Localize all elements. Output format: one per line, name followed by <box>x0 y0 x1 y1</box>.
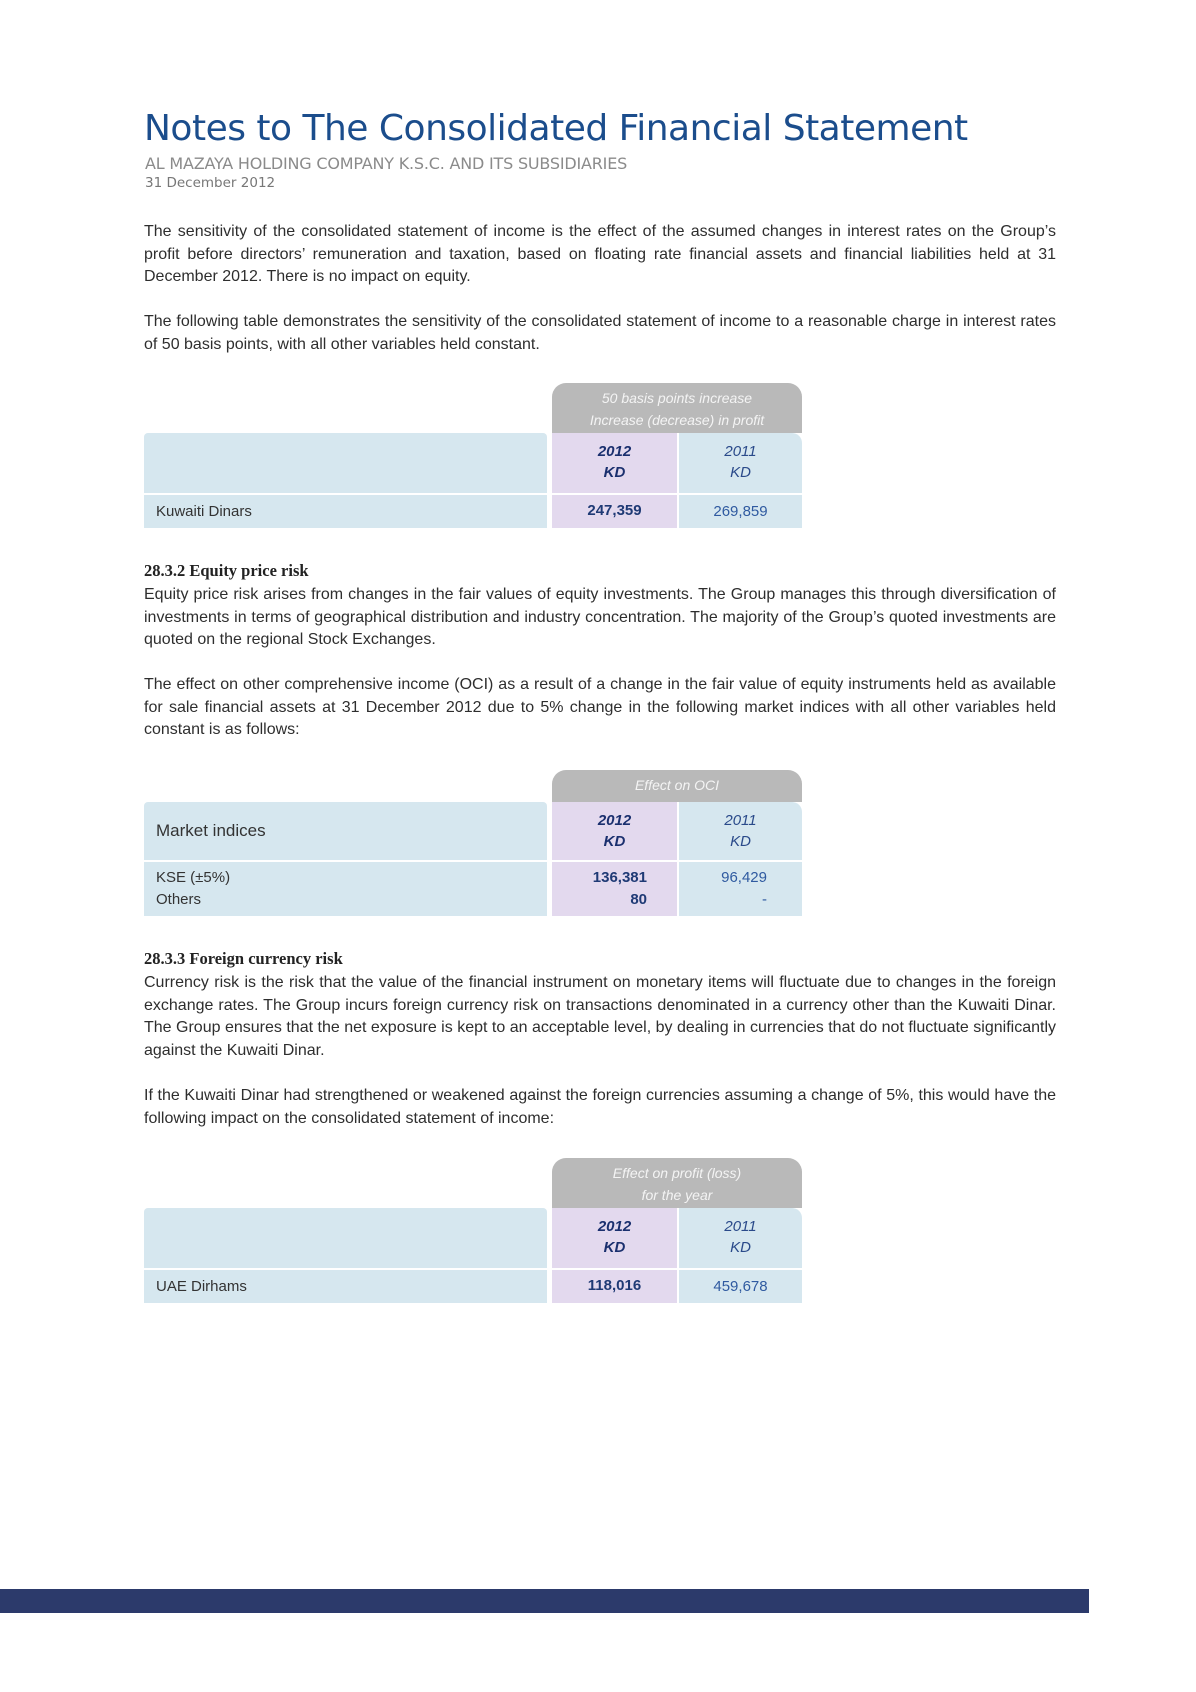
column-year: 2012 <box>597 1218 632 1235</box>
table-header-label <box>144 433 547 493</box>
row-value-2012: 118,016 <box>552 1270 677 1303</box>
statement-date: 31 December 2012 <box>145 175 276 191</box>
row-labels-cell <box>144 862 547 916</box>
column-header-2011 <box>679 1208 802 1268</box>
row-value-2012: 136,381 <box>592 869 647 886</box>
currency-paragraph-1: Currency risk is the risk that the value of the financial instrument on monetary items will fluctuate due to changes in the foreign exchange rates. The Group incurs foreign currency risk on transactions denominated in a currency other than the Kuwaiti Dinar. The Group ensures that the net exposure is kept to an acceptable level, by dealing in currencies that do not fluctuate significantly against the Kuwaiti Dinar. <box>144 974 1056 1059</box>
currency-paragraph-2: If the Kuwaiti Dinar had strengthened or weakened against the foreign currencies assuming a change of 5%, this would have the following impact on the consolidated statement of income: <box>144 1087 1056 1127</box>
row-label: Kuwaiti Dinars <box>144 495 547 528</box>
interest-sensitivity-table <box>144 383 802 528</box>
column-header-2012 <box>552 802 677 860</box>
equity-paragraph-2: The effect on other comprehensive income (OCI) as a result of a change in the fair value of equity instruments held as available for sale financial assets at 31 December 2012 due to 5% change in the following market indices with all other variables held constant is as follows: <box>144 676 1056 738</box>
table-header-label: Market indices <box>144 802 547 860</box>
row-value-2012: 80 <box>630 891 647 908</box>
values-2012-cell <box>552 862 677 916</box>
column-unit: KD <box>603 464 626 481</box>
column-year: 2012 <box>597 443 632 460</box>
column-unit: KD <box>730 1239 751 1256</box>
column-unit: KD <box>603 1239 626 1256</box>
currency-risk-heading: 28.3.3 Foreign currency risk <box>144 949 343 968</box>
table-group-header <box>552 383 802 433</box>
values-2011-cell <box>679 862 802 916</box>
table-header-label <box>144 1208 547 1268</box>
currency-sensitivity-table <box>144 1158 802 1303</box>
row-value-2011: 459,678 <box>679 1270 802 1303</box>
column-unit: KD <box>730 464 751 481</box>
intro-paragraph-1: The sensitivity of the consolidated statement of income is the effect of the assumed changes in interest rates on the Group’s profit before directors’ remuneration and taxation, based on floating rate financial assets and financial liabilities held at 31 December 2012. There is no impact on equity. <box>144 223 1056 285</box>
intro-paragraph-2: The following table demonstrates the sensitivity of the consolidated statement of income to a reasonable charge in interest rates of 50 basis points, with all other variables held constant. <box>144 313 1056 353</box>
equity-paragraph-1: Equity price risk arises from changes in the fair values of equity investments. The Group manages this through diversification of investments in terms of geographical distribution and industry concentration. The majority of the Group’s quoted investments are quoted on the regional Stock Exchanges. <box>144 586 1056 648</box>
group-header-line-1: Effect on OCI <box>634 777 720 793</box>
column-header-2011 <box>679 802 802 860</box>
row-label: UAE Dirhams <box>144 1270 547 1303</box>
row-value-2012: 247,359 <box>552 495 677 528</box>
page-title: Notes to The Consolidated Financial Statement <box>144 108 968 149</box>
table-row-label: Others <box>156 891 202 908</box>
column-year: 2012 <box>597 812 632 829</box>
row-value-2011: 269,859 <box>679 495 802 528</box>
table-row-label: KSE (±5%) <box>156 869 231 886</box>
group-header-line-1: Effect on profit (loss) <box>612 1165 742 1181</box>
column-year: 2011 <box>724 812 757 829</box>
column-year: 2011 <box>724 443 757 460</box>
row-value-2011: 96,429 <box>721 869 767 886</box>
market-indices-table <box>144 770 802 916</box>
column-unit: KD <box>730 833 751 850</box>
group-header-line-1: 50 basis points increase <box>601 390 753 406</box>
column-header-2012 <box>552 433 677 493</box>
table-group-header <box>552 1158 802 1208</box>
table-group-header <box>552 770 802 802</box>
column-header-2011 <box>679 433 802 493</box>
company-name: AL MAZAYA HOLDING COMPANY K.S.C. AND ITS SUBSIDIARIES <box>145 154 628 173</box>
column-year: 2011 <box>724 1218 757 1235</box>
group-header-line-2: Increase (decrease) in profit <box>589 412 765 428</box>
column-unit: KD <box>603 833 626 850</box>
footer-bar <box>0 1589 1089 1613</box>
equity-risk-heading: 28.3.2 Equity price risk <box>144 561 309 580</box>
row-value-2011: - <box>762 891 767 908</box>
group-header-line-2: for the year <box>641 1187 713 1203</box>
column-header-2012 <box>552 1208 677 1268</box>
